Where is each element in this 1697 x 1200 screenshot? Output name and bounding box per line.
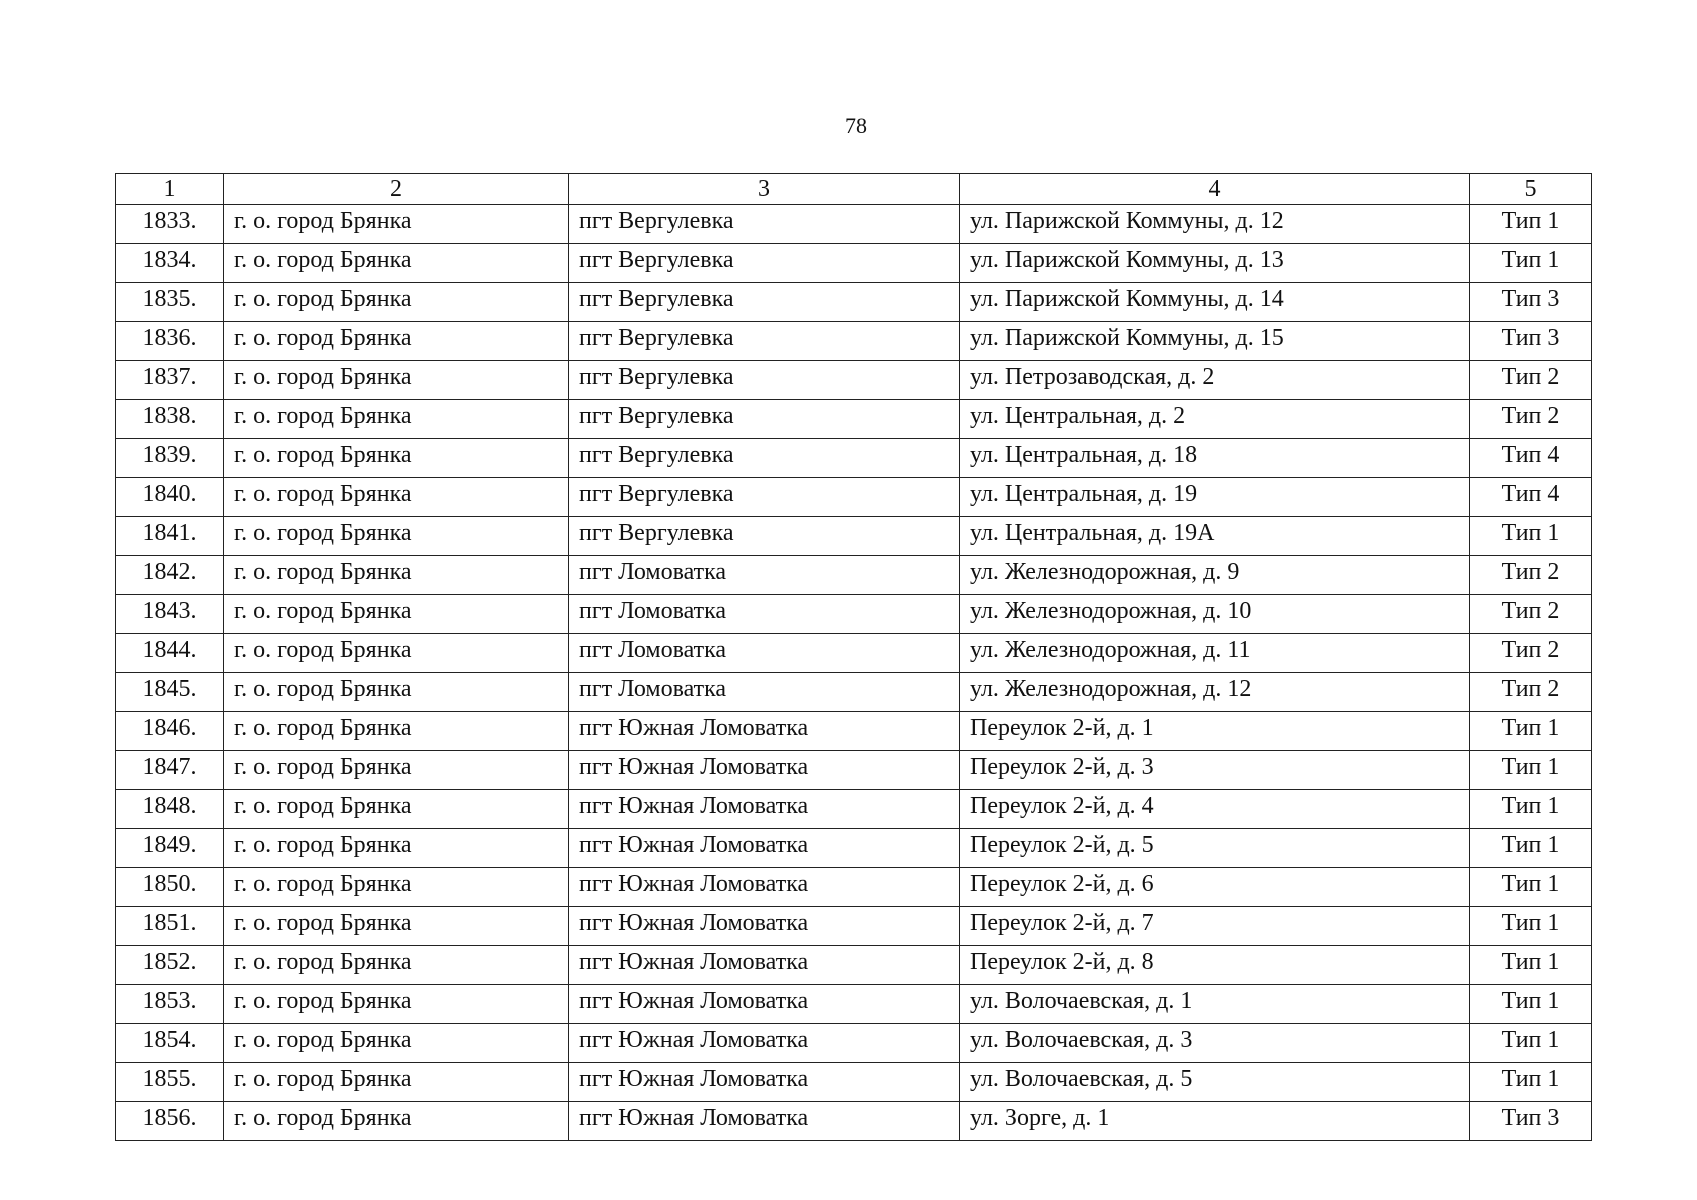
district-cell: г. о. город Брянка bbox=[224, 1102, 569, 1141]
settlement-cell: пгт Вергулевка bbox=[569, 322, 960, 361]
row-number-cell: 1856. bbox=[116, 1102, 224, 1141]
settlement-cell: пгт Вергулевка bbox=[569, 400, 960, 439]
address-cell: Переулок 2-й, д. 1 bbox=[960, 712, 1470, 751]
address-cell: ул. Центральная, д. 2 bbox=[960, 400, 1470, 439]
type-cell: Тип 1 bbox=[1470, 517, 1592, 556]
district-cell: г. о. город Брянка bbox=[224, 1024, 569, 1063]
type-cell: Тип 1 bbox=[1470, 829, 1592, 868]
settlement-cell: пгт Вергулевка bbox=[569, 439, 960, 478]
district-cell: г. о. город Брянка bbox=[224, 478, 569, 517]
table-row bbox=[116, 1024, 1592, 1063]
table-row bbox=[116, 946, 1592, 985]
table-row bbox=[116, 712, 1592, 751]
row-number-cell: 1840. bbox=[116, 478, 224, 517]
district-cell: г. о. город Брянка bbox=[224, 517, 569, 556]
district-cell: г. о. город Брянка bbox=[224, 946, 569, 985]
table-row bbox=[116, 478, 1592, 517]
row-number-cell: 1841. bbox=[116, 517, 224, 556]
row-number-cell: 1848. bbox=[116, 790, 224, 829]
address-cell: ул. Центральная, д. 18 bbox=[960, 439, 1470, 478]
district-cell: г. о. город Брянка bbox=[224, 673, 569, 712]
column-header-1: 1 bbox=[116, 174, 224, 205]
row-number-cell: 1849. bbox=[116, 829, 224, 868]
type-cell: Тип 1 bbox=[1470, 205, 1592, 244]
row-number-cell: 1834. bbox=[116, 244, 224, 283]
settlement-cell: пгт Вергулевка bbox=[569, 283, 960, 322]
header-row bbox=[116, 174, 1592, 205]
settlement-cell: пгт Южная Ломоватка bbox=[569, 1063, 960, 1102]
district-cell: г. о. город Брянка bbox=[224, 1063, 569, 1102]
settlement-cell: пгт Вергулевка bbox=[569, 205, 960, 244]
district-cell: г. о. город Брянка bbox=[224, 556, 569, 595]
type-cell: Тип 2 bbox=[1470, 556, 1592, 595]
type-cell: Тип 2 bbox=[1470, 595, 1592, 634]
settlement-cell: пгт Вергулевка bbox=[569, 361, 960, 400]
type-cell: Тип 3 bbox=[1470, 322, 1592, 361]
district-cell: г. о. город Брянка bbox=[224, 244, 569, 283]
settlement-cell: пгт Вергулевка bbox=[569, 517, 960, 556]
row-number-cell: 1845. bbox=[116, 673, 224, 712]
address-cell: Переулок 2-й, д. 8 bbox=[960, 946, 1470, 985]
table-row bbox=[116, 907, 1592, 946]
address-cell: Переулок 2-й, д. 5 bbox=[960, 829, 1470, 868]
district-cell: г. о. город Брянка bbox=[224, 829, 569, 868]
table-row bbox=[116, 517, 1592, 556]
type-cell: Тип 4 bbox=[1470, 478, 1592, 517]
table-row bbox=[116, 673, 1592, 712]
address-cell: Переулок 2-й, д. 6 bbox=[960, 868, 1470, 907]
settlement-cell: пгт Южная Ломоватка bbox=[569, 712, 960, 751]
table-row bbox=[116, 400, 1592, 439]
type-cell: Тип 4 bbox=[1470, 439, 1592, 478]
row-number-cell: 1843. bbox=[116, 595, 224, 634]
column-header-5: 5 bbox=[1470, 174, 1592, 205]
column-header-3: 3 bbox=[569, 174, 960, 205]
district-cell: г. о. город Брянка bbox=[224, 400, 569, 439]
address-cell: ул. Волочаевская, д. 1 bbox=[960, 985, 1470, 1024]
settlement-cell: пгт Ломоватка bbox=[569, 556, 960, 595]
settlement-cell: пгт Южная Ломоватка bbox=[569, 829, 960, 868]
district-cell: г. о. город Брянка bbox=[224, 751, 569, 790]
column-header-2: 2 bbox=[224, 174, 569, 205]
settlement-cell: пгт Южная Ломоватка bbox=[569, 985, 960, 1024]
table-row bbox=[116, 361, 1592, 400]
settlement-cell: пгт Ломоватка bbox=[569, 595, 960, 634]
row-number-cell: 1842. bbox=[116, 556, 224, 595]
row-number-cell: 1838. bbox=[116, 400, 224, 439]
district-cell: г. о. город Брянка bbox=[224, 283, 569, 322]
address-cell: ул. Железнодорожная, д. 12 bbox=[960, 673, 1470, 712]
row-number-cell: 1852. bbox=[116, 946, 224, 985]
address-cell: ул. Центральная, д. 19 bbox=[960, 478, 1470, 517]
district-cell: г. о. город Брянка bbox=[224, 868, 569, 907]
row-number-cell: 1835. bbox=[116, 283, 224, 322]
district-cell: г. о. город Брянка bbox=[224, 907, 569, 946]
district-cell: г. о. город Брянка bbox=[224, 595, 569, 634]
address-cell: ул. Петрозаводская, д. 2 bbox=[960, 361, 1470, 400]
table-row bbox=[116, 1102, 1592, 1141]
type-cell: Тип 1 bbox=[1470, 1024, 1592, 1063]
row-number-cell: 1837. bbox=[116, 361, 224, 400]
row-number-cell: 1836. bbox=[116, 322, 224, 361]
row-number-cell: 1850. bbox=[116, 868, 224, 907]
settlement-cell: пгт Южная Ломоватка bbox=[569, 751, 960, 790]
type-cell: Тип 1 bbox=[1470, 985, 1592, 1024]
row-number-cell: 1853. bbox=[116, 985, 224, 1024]
type-cell: Тип 1 bbox=[1470, 244, 1592, 283]
district-cell: г. о. город Брянка bbox=[224, 322, 569, 361]
address-cell: ул. Центральная, д. 19А bbox=[960, 517, 1470, 556]
table-row bbox=[116, 634, 1592, 673]
district-cell: г. о. город Брянка bbox=[224, 205, 569, 244]
settlement-cell: пгт Южная Ломоватка bbox=[569, 1024, 960, 1063]
address-cell: ул. Железнодорожная, д. 10 bbox=[960, 595, 1470, 634]
address-cell: ул. Железнодорожная, д. 11 bbox=[960, 634, 1470, 673]
address-cell: ул. Зорге, д. 1 bbox=[960, 1102, 1470, 1141]
district-cell: г. о. город Брянка bbox=[224, 712, 569, 751]
type-cell: Тип 2 bbox=[1470, 361, 1592, 400]
type-cell: Тип 1 bbox=[1470, 751, 1592, 790]
settlement-cell: пгт Южная Ломоватка bbox=[569, 790, 960, 829]
housing-registry-table bbox=[115, 173, 1592, 1141]
table-row bbox=[116, 751, 1592, 790]
table-row bbox=[116, 283, 1592, 322]
address-cell: ул. Парижской Коммуны, д. 14 bbox=[960, 283, 1470, 322]
district-cell: г. о. город Брянка bbox=[224, 790, 569, 829]
type-cell: Тип 3 bbox=[1470, 283, 1592, 322]
table-row bbox=[116, 556, 1592, 595]
settlement-cell: пгт Южная Ломоватка bbox=[569, 868, 960, 907]
row-number-cell: 1854. bbox=[116, 1024, 224, 1063]
row-number-cell: 1846. bbox=[116, 712, 224, 751]
settlement-cell: пгт Южная Ломоватка bbox=[569, 946, 960, 985]
type-cell: Тип 1 bbox=[1470, 1063, 1592, 1102]
table-row bbox=[116, 829, 1592, 868]
settlement-cell: пгт Вергулевка bbox=[569, 478, 960, 517]
type-cell: Тип 2 bbox=[1470, 400, 1592, 439]
row-number-cell: 1847. bbox=[116, 751, 224, 790]
settlement-cell: пгт Ломоватка bbox=[569, 673, 960, 712]
district-cell: г. о. город Брянка bbox=[224, 985, 569, 1024]
type-cell: Тип 1 bbox=[1470, 907, 1592, 946]
type-cell: Тип 1 bbox=[1470, 712, 1592, 751]
row-number-cell: 1855. bbox=[116, 1063, 224, 1102]
table-row bbox=[116, 1063, 1592, 1102]
type-cell: Тип 1 bbox=[1470, 946, 1592, 985]
type-cell: Тип 1 bbox=[1470, 868, 1592, 907]
table-row bbox=[116, 439, 1592, 478]
settlement-cell: пгт Ломоватка bbox=[569, 634, 960, 673]
table-row bbox=[116, 244, 1592, 283]
district-cell: г. о. город Брянка bbox=[224, 439, 569, 478]
row-number-cell: 1839. bbox=[116, 439, 224, 478]
address-cell: ул. Парижской Коммуны, д. 15 bbox=[960, 322, 1470, 361]
address-cell: ул. Железнодорожная, д. 9 bbox=[960, 556, 1470, 595]
type-cell: Тип 2 bbox=[1470, 634, 1592, 673]
row-number-cell: 1851. bbox=[116, 907, 224, 946]
address-cell: Переулок 2-й, д. 3 bbox=[960, 751, 1470, 790]
column-header-4: 4 bbox=[960, 174, 1470, 205]
table-row bbox=[116, 868, 1592, 907]
type-cell: Тип 3 bbox=[1470, 1102, 1592, 1141]
type-cell: Тип 2 bbox=[1470, 673, 1592, 712]
row-number-cell: 1833. bbox=[116, 205, 224, 244]
table-header bbox=[116, 174, 1592, 205]
type-cell: Тип 1 bbox=[1470, 790, 1592, 829]
address-cell: Переулок 2-й, д. 7 bbox=[960, 907, 1470, 946]
settlement-cell: пгт Южная Ломоватка bbox=[569, 1102, 960, 1141]
address-cell: ул. Волочаевская, д. 5 bbox=[960, 1063, 1470, 1102]
table-row bbox=[116, 790, 1592, 829]
table-body bbox=[116, 205, 1592, 1141]
table-row bbox=[116, 322, 1592, 361]
settlement-cell: пгт Вергулевка bbox=[569, 244, 960, 283]
table-row bbox=[116, 205, 1592, 244]
address-cell: ул. Волочаевская, д. 3 bbox=[960, 1024, 1470, 1063]
address-cell: ул. Парижской Коммуны, д. 13 bbox=[960, 244, 1470, 283]
page-number: 78 bbox=[845, 113, 867, 138]
table-row bbox=[116, 595, 1592, 634]
address-cell: Переулок 2-й, д. 4 bbox=[960, 790, 1470, 829]
table-row bbox=[116, 985, 1592, 1024]
settlement-cell: пгт Южная Ломоватка bbox=[569, 907, 960, 946]
district-cell: г. о. город Брянка bbox=[224, 361, 569, 400]
row-number-cell: 1844. bbox=[116, 634, 224, 673]
district-cell: г. о. город Брянка bbox=[224, 634, 569, 673]
address-cell: ул. Парижской Коммуны, д. 12 bbox=[960, 205, 1470, 244]
